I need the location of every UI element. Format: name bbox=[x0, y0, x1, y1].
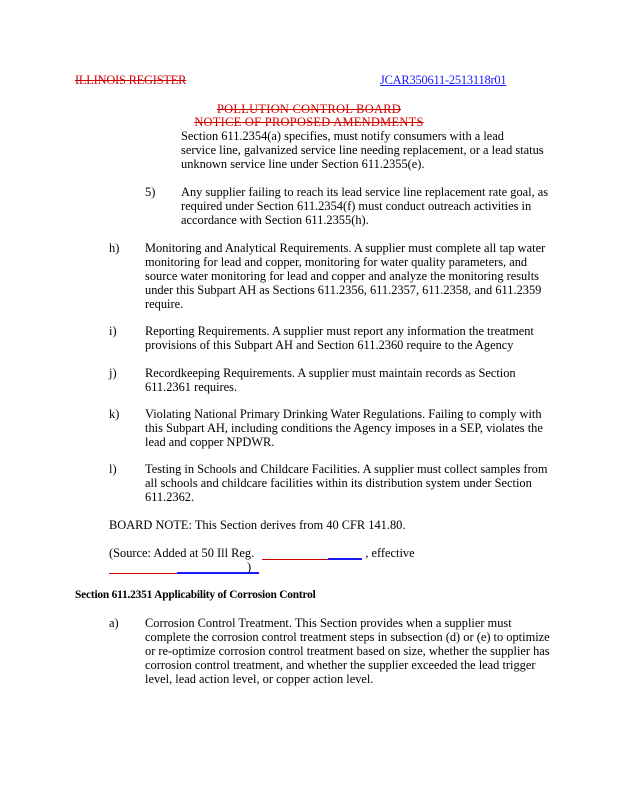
text-line: Any supplier failing to reach its lead service line replacement rate goal, as bbox=[181, 185, 549, 199]
item-label-k: k) bbox=[109, 407, 120, 421]
text-line: lead and copper NPDWR. bbox=[145, 435, 275, 449]
text-line: this Subpart AH, including conditions the Agency imposes in a SEP, violates the bbox=[145, 421, 543, 435]
item-k-paragraph bbox=[145, 407, 543, 449]
text-line: source water monitoring for lead and copper and analyze the monitoring results bbox=[145, 269, 539, 283]
text-line: service line, galvanized service line needing replacement, or a lead status bbox=[181, 143, 544, 157]
item-label-i: i) bbox=[109, 324, 117, 338]
item-h-paragraph bbox=[145, 241, 545, 311]
text-line: Corrosion Control Treatment. This Section provides when a supplier must bbox=[145, 616, 512, 630]
text-line: unknown service line under Section 611.2355(e). bbox=[181, 157, 425, 171]
board-note: BOARD NOTE: This Section derives from 40 CFR 141.80. bbox=[109, 518, 406, 532]
item-label-j: j) bbox=[109, 366, 117, 380]
text-line: under this Subpart AH as Sections 611.2356, 611.2357, 611.2358, and 611.2359 bbox=[145, 283, 542, 297]
section-heading: Section 611.2351 Applicability of Corrosion Control bbox=[75, 589, 316, 601]
text-line: monitoring for lead and copper, monitoring for water quality parameters, and bbox=[145, 255, 528, 269]
document-code: JCAR350611-2513118r01 bbox=[380, 73, 507, 87]
text-line: level, lead action level, or copper action level. bbox=[145, 672, 374, 686]
source-effective: , effective bbox=[365, 546, 415, 560]
item-l-paragraph bbox=[145, 462, 547, 504]
text-line: accordance with Section 611.2355(h). bbox=[181, 213, 369, 227]
source-prefix: (Source: Added at 50 Ill Reg. bbox=[109, 546, 258, 560]
text-line: Testing in Schools and Childcare Facilities. A supplier must collect samples from bbox=[145, 462, 548, 476]
text-line: corrosion control treatment, and whether the supplier exceeded the lead trigger bbox=[145, 658, 536, 672]
text-line: Monitoring and Analytical Requirements. A supplier must complete all tap water bbox=[145, 241, 546, 255]
register-insert-line-blue bbox=[328, 558, 362, 560]
notice-title: NOTICE OF PROPOSED AMENDMENTS bbox=[194, 115, 424, 129]
text-line: 611.2362. bbox=[145, 490, 195, 504]
item-label-a: a) bbox=[109, 616, 119, 630]
agency-name: POLLUTION CONTROL BOARD bbox=[216, 102, 402, 116]
source-close: ) bbox=[247, 560, 252, 574]
text-line: require. bbox=[145, 297, 184, 311]
text-line: 611.2361 requires. bbox=[145, 380, 238, 394]
text-line: Recordkeeping Requirements. A supplier must maintain records as Section bbox=[145, 366, 516, 380]
register-insert-line bbox=[262, 559, 328, 560]
item-a-paragraph bbox=[145, 616, 550, 686]
item-5-paragraph bbox=[181, 185, 548, 227]
text-line: required under Section 611.2354(f) must conduct outreach activities in bbox=[181, 199, 532, 213]
text-line: Section 611.2354(a) specifies, must notify consumers with a lead bbox=[181, 129, 505, 143]
text-line: provisions of this Subpart AH and Section 611.2360 require to the Agency bbox=[145, 338, 514, 352]
text-line: Violating National Primary Drinking Water Regulations. Failing to comply with bbox=[145, 407, 542, 421]
item-label-l: l) bbox=[109, 462, 117, 476]
item-label-5: 5) bbox=[145, 185, 156, 199]
effective-insert-line bbox=[109, 573, 177, 574]
continuation-paragraph bbox=[181, 129, 544, 171]
text-line: complete the corrosion control treatment steps in subsection (d) or (e) to optimize bbox=[145, 630, 550, 644]
register-title: ILLINOIS REGISTER bbox=[75, 73, 187, 87]
item-label-h: h) bbox=[109, 241, 120, 255]
item-i-paragraph bbox=[145, 324, 534, 352]
text-line: Reporting Requirements. A supplier must report any information the treatment bbox=[145, 324, 534, 338]
text-line: all schools and childcare facilities within its distribution system under Section bbox=[145, 476, 532, 490]
source-note bbox=[109, 546, 415, 560]
text-line: or re-optimize corrosion control treatment based on size, whether the supplier has bbox=[145, 644, 550, 658]
item-j-paragraph bbox=[145, 366, 516, 394]
